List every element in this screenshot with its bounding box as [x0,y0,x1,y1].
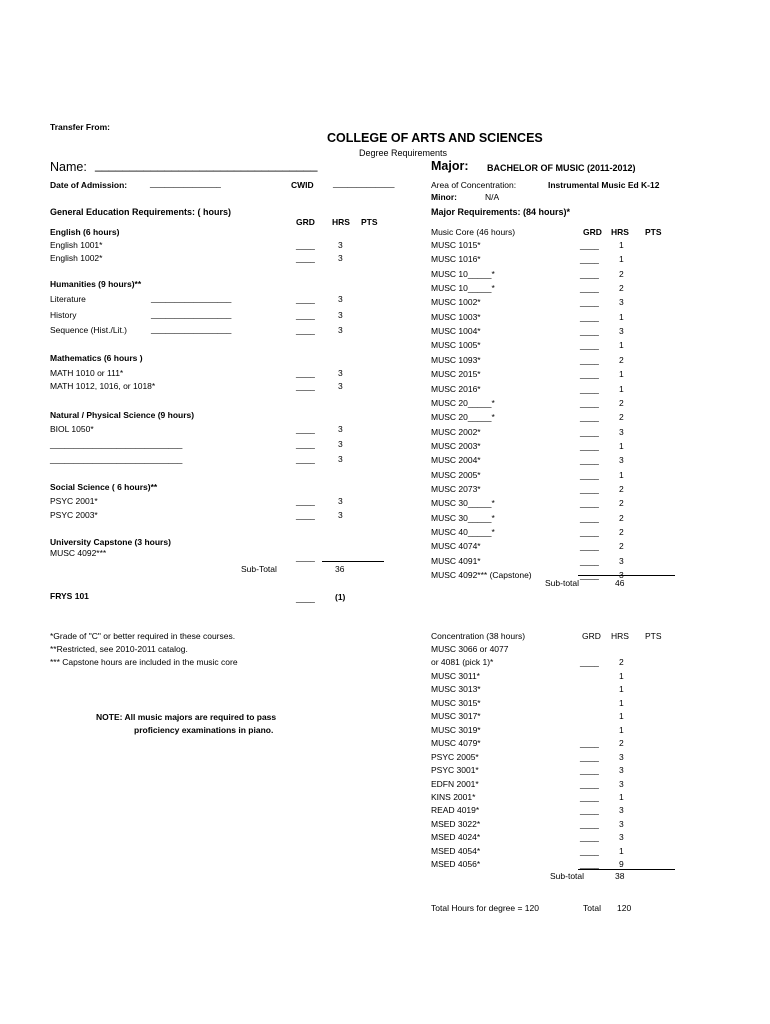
core-course-name: MUSC 4091* [431,556,481,566]
conc-course-name: MSED 3022* [431,819,481,829]
course-hours: 3 [338,496,343,506]
course-hours: 1 [619,369,624,379]
frys-101-label: FRYS 101 [50,591,89,601]
grade-field[interactable]: ____ [580,340,599,350]
grade-field[interactable]: ____ [580,412,599,422]
conc-course-name: MUSC 3011* [431,671,480,681]
major-requirements-title: Major Requirements: (84 hours)* [431,207,571,217]
course-hours: 3 [619,570,624,580]
course-hours: 2 [619,484,624,494]
core-course-name: MUSC 1003* [431,312,481,322]
core-course-name: MUSC 2073* [431,484,481,494]
core-course-name: MUSC 30_____* [431,513,495,523]
grade-field[interactable]: ____ [580,455,599,465]
grade-field[interactable]: ____ [580,752,599,762]
conc-subtotal-value: 38 [615,871,625,881]
core-course-name: MUSC 1016* [431,254,481,264]
course-hours: 2 [619,513,624,523]
frys-hours: (1) [335,592,346,602]
conc-course-name: MUSC 4079* [431,738,481,748]
grade-field[interactable]: ____ [580,398,599,408]
course-musc-4092: MUSC 4092*** [50,548,107,558]
gen-ed-title: General Education Requirements: ( hours) [50,207,232,217]
degree-requirements-subtitle: Degree Requirements [359,148,448,158]
course-hours: 3 [619,765,624,775]
subtotal-rule [322,561,384,562]
course-hours: 1 [619,671,624,681]
core-course-name: MUSC 20_____* [431,412,495,422]
course-hours: 1 [619,340,624,350]
core-course-name: MUSC 2004* [431,455,481,465]
grade-field[interactable]: ____ [296,439,315,449]
course-hours: 3 [338,368,343,378]
core-course-name: MUSC 1005* [431,340,481,350]
course-hours: 2 [619,412,624,422]
conc-col-pts: PTS [645,631,662,641]
core-subtotal-label: Sub-total [545,578,580,588]
conc-course-name: EDFN 2001* [431,779,479,789]
conc-col-grd: GRD [582,631,601,641]
course-psyc-2003: PSYC 2003* [50,510,98,520]
course-hours: 3 [619,752,624,762]
conc-course-name: PSYC 2005* [431,752,479,762]
course-hours: 1 [619,254,624,264]
course-hours: 2 [619,657,624,667]
course-psyc-2001: PSYC 2001* [50,496,98,506]
gen-ed-col-hrs: HRS [332,217,350,227]
course-hours: 3 [338,381,343,391]
science-course-field[interactable]: ____________________________ [50,454,183,464]
core-course-name: MUSC 4092*** (Capstone) [431,570,532,580]
major-value: BACHELOR OF MUSIC (2011-2012) [487,163,636,173]
core-course-name: MUSC 2002* [431,427,481,437]
course-hours: 2 [619,355,624,365]
total-hours-for-degree: Total Hours for degree = 120 [431,903,539,913]
conc-col-hrs: HRS [611,631,629,641]
grade-field[interactable]: ____ [580,484,599,494]
course-hours: 3 [338,294,343,304]
grade-field[interactable]: ____ [580,779,599,789]
grade-field[interactable]: ____ [296,368,315,378]
course-hours: 3 [338,253,343,263]
conc-course-name: PSYC 3001* [431,765,479,775]
course-hours: 2 [619,527,624,537]
conc-course-name: MUSC 3066 or 4077 [431,644,509,654]
course-hours: 3 [619,297,624,307]
course-hours: 1 [619,698,624,708]
grade-field[interactable]: ____ [296,325,315,335]
course-hours: 3 [619,779,624,789]
course-literature: Literature [50,294,86,304]
grade-field[interactable]: ____ [296,310,315,320]
grade-field[interactable]: ____ [580,297,599,307]
science-section-title: Natural / Physical Science (9 hours) [50,410,195,420]
conc-course-name: MSED 4054* [431,846,481,856]
course-hours: 2 [619,283,624,293]
grade-field[interactable]: ____ [580,541,599,551]
social-science-section-title: Social Science ( 6 hours)** [50,482,158,492]
core-course-name: MUSC 2005* [431,470,481,480]
concentration-label: Area of Concentration: [431,180,517,190]
course-hours: 3 [619,556,624,566]
grade-field[interactable]: ____ [580,470,599,480]
piano-note-line-2: proficiency examinations in piano. [134,725,274,735]
course-hours: 1 [619,725,624,735]
grade-field[interactable]: ____ [580,312,599,322]
course-hours: 1 [619,312,624,322]
conc-course-name: READ 4019* [431,805,480,815]
math-section-title: Mathematics (6 hours ) [50,353,143,363]
minor-value: N/A [485,192,500,202]
literature-course-field[interactable]: _________________ [151,293,232,303]
course-math-1012: MATH 1012, 1016, or 1018* [50,381,156,391]
transfer-from-label: Transfer From: [50,122,110,132]
course-sequence: Sequence (Hist./Lit.) [50,325,128,335]
gen-ed-col-pts: PTS [361,217,378,227]
course-hours: 3 [619,819,624,829]
grade-field[interactable]: ____ [296,454,315,464]
college-title: COLLEGE OF ARTS AND SCIENCES [327,131,543,145]
core-course-name: MUSC 1015* [431,240,481,250]
grade-field[interactable]: ____ [580,283,599,293]
grade-field[interactable]: ____ [296,424,315,434]
core-col-grd: GRD [583,227,602,237]
conc-course-name: KINS 2001* [431,792,476,802]
course-hours: 3 [338,310,343,320]
humanities-section-title: Humanities (9 hours)** [50,279,142,289]
core-course-name: MUSC 40_____* [431,527,495,537]
name-label: Name: [50,160,87,174]
course-hours: 1 [619,441,624,451]
grade-field[interactable]: ____ [580,527,599,537]
grade-field[interactable]: ____ [580,738,599,748]
grade-field[interactable]: ____ [580,805,599,815]
grade-field[interactable]: ____ [296,240,315,250]
course-hours: 2 [619,541,624,551]
cwid-field[interactable]: _____________ [333,178,395,188]
date-of-admission-field[interactable]: _______________ [150,178,221,188]
grade-field[interactable]: ____ [580,269,599,279]
grade-field[interactable]: ____ [580,427,599,437]
course-hours: 3 [619,326,624,336]
course-hours: 3 [338,439,343,449]
core-subtotal-value: 46 [615,578,625,588]
grade-field[interactable]: ____ [296,552,315,562]
capstone-section-title: University Capstone (3 hours) [50,537,171,547]
grade-field[interactable]: ____ [580,792,599,802]
conc-course-name: MUSC 3015* [431,698,481,708]
conc-course-name: MUSC 3017* [431,711,481,721]
grade-field[interactable]: ____ [580,819,599,829]
conc-course-name: MSED 4024* [431,832,481,842]
grade-field[interactable]: ____ [580,254,599,264]
course-history: History [50,310,77,320]
grade-field[interactable]: ____ [580,498,599,508]
grade-field[interactable]: ____ [296,593,315,603]
conc-course-name: MSED 4056* [431,859,481,869]
course-hours: 3 [338,325,343,335]
footnote-grade: *Grade of "C" or better required in these courses. [50,631,236,641]
core-col-pts: PTS [645,227,662,237]
core-course-name: MUSC 10_____* [431,269,495,279]
grade-field[interactable]: ____ [580,384,599,394]
date-of-admission-label: Date of Admission: [50,180,128,190]
core-course-name: MUSC 1004* [431,326,481,336]
course-hours: 3 [338,240,343,250]
history-course-field[interactable]: _________________ [151,309,232,319]
course-hours: 3 [619,832,624,842]
conc-course-name: MUSC 3013* [431,684,481,694]
music-core-title: Music Core (46 hours) [431,227,516,237]
grade-field[interactable]: ____ [580,846,599,856]
course-hours: 1 [619,792,624,802]
grade-field[interactable]: ____ [296,496,315,506]
grade-field[interactable]: ____ [580,369,599,379]
grade-field[interactable]: ____ [296,294,315,304]
course-hours: 3 [338,510,343,520]
core-col-hrs: HRS [611,227,629,237]
core-course-name: MUSC 2003* [431,441,481,451]
grade-field[interactable]: ____ [580,513,599,523]
grade-field[interactable]: ____ [580,765,599,775]
gen-ed-col-grd: GRD [296,217,315,227]
conc-course-name: MUSC 3019* [431,725,481,735]
major-label: Major: [431,159,469,173]
core-course-name: MUSC 30_____* [431,498,495,508]
gen-ed-subtotal-label: Sub-Total [241,564,277,574]
concentration-title: Concentration (38 hours) [431,631,526,641]
course-english-1002: English 1002* [50,253,103,263]
course-hours: 2 [619,398,624,408]
course-hours: 9 [619,859,624,869]
course-hours: 3 [338,424,343,434]
cwid-label: CWID [291,180,314,190]
core-course-name: MUSC 2016* [431,384,481,394]
concentration-value: Instrumental Music Ed K-12 [548,180,660,190]
grade-field[interactable]: ____ [296,381,315,391]
core-subtotal-rule [578,575,675,576]
grade-field[interactable]: ____ [580,570,599,580]
core-course-name: MUSC 2015* [431,369,481,379]
conc-course-name: or 4081 (pick 1)* [431,657,494,667]
grade-field[interactable]: ____ [580,355,599,365]
grade-field[interactable]: ____ [580,441,599,451]
footnote-restricted: **Restricted, see 2010-2011 catalog. [50,644,188,654]
minor-label: Minor: [431,192,457,202]
gen-ed-subtotal-value: 36 [335,564,345,574]
total-value: 120 [617,903,632,913]
course-english-1001: English 1001* [50,240,103,250]
sequence-course-field[interactable]: _________________ [151,324,232,334]
course-hours: 1 [619,470,624,480]
grade-field[interactable]: ____ [580,657,599,667]
core-course-name: MUSC 10_____* [431,283,495,293]
conc-subtotal-label: Sub-total [550,871,585,881]
piano-note-line-1: NOTE: All music majors are required to pass [96,712,277,722]
total-label: Total [583,903,601,913]
grade-field[interactable]: ____ [580,832,599,842]
core-course-name: MUSC 4074* [431,541,481,551]
name-field[interactable]: ________________________________ [95,158,318,172]
course-hours: 3 [619,455,624,465]
course-hours: 1 [619,240,624,250]
grade-field[interactable]: ____ [580,240,599,250]
grade-field[interactable]: ____ [296,510,315,520]
course-hours: 1 [619,384,624,394]
course-hours: 1 [619,846,624,856]
course-hours: 2 [619,269,624,279]
course-hours: 2 [619,738,624,748]
core-course-name: MUSC 20_____* [431,398,495,408]
grade-field[interactable]: ____ [580,859,599,869]
core-course-name: MUSC 1002* [431,297,481,307]
grade-field[interactable]: ____ [580,556,599,566]
conc-subtotal-rule [578,869,675,870]
course-hours: 3 [619,427,624,437]
course-hours: 1 [619,711,624,721]
course-hours: 1 [619,684,624,694]
course-hours: 3 [338,454,343,464]
footnote-capstone: *** Capstone hours are included in the music core [50,657,238,667]
science-course-field[interactable]: ____________________________ [50,439,183,449]
grade-field[interactable]: ____ [580,326,599,336]
grade-field[interactable]: ____ [296,253,315,263]
english-section-title: English (6 hours) [50,227,120,237]
course-biol-1050: BIOL 1050* [50,424,94,434]
core-course-name: MUSC 1093* [431,355,481,365]
course-hours: 3 [619,805,624,815]
course-math-1010: MATH 1010 or 111* [50,368,124,378]
course-hours: 2 [619,498,624,508]
